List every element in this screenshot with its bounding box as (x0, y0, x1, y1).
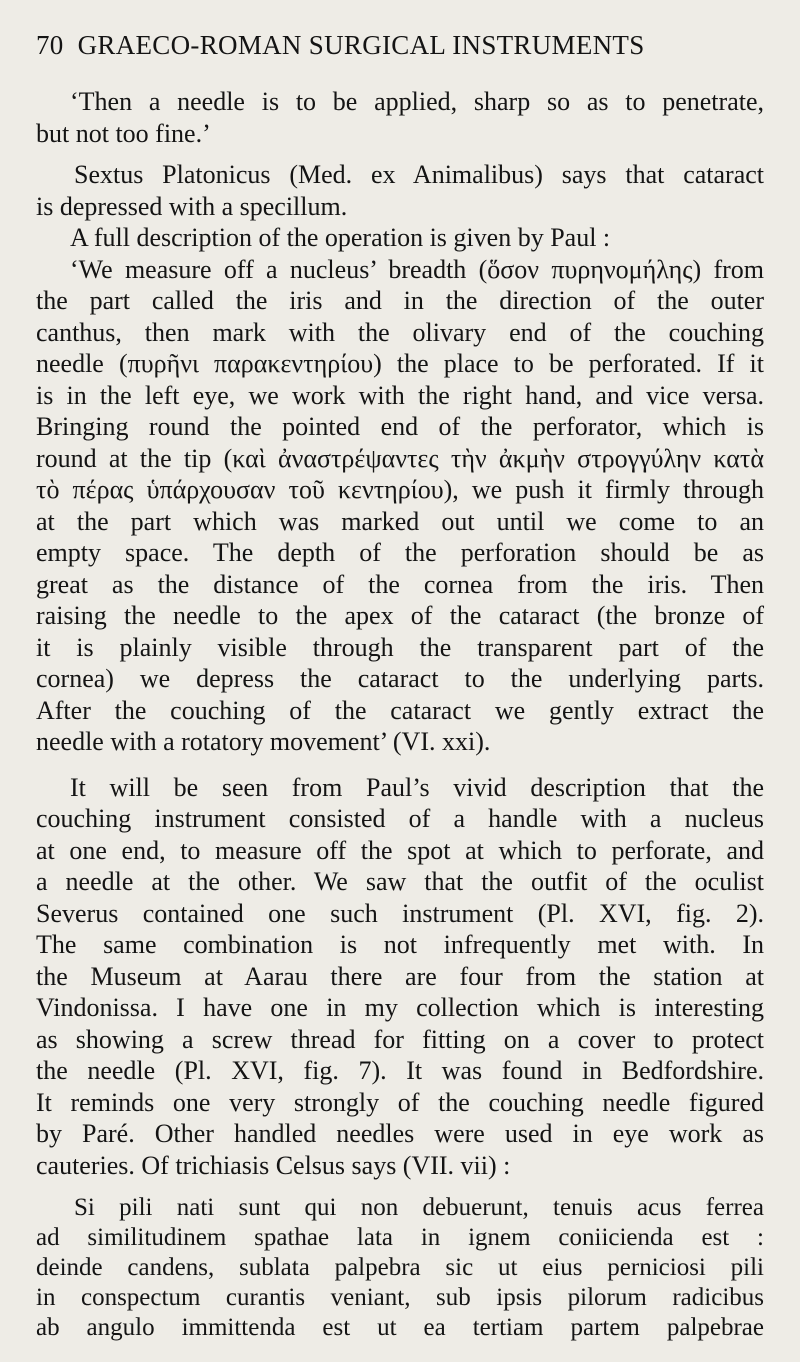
quote-line: deinde candens, sublata palpebra sic ut eius perniciosi pili (36, 1254, 764, 1281)
running-title: GRAECO-ROMAN SURGICAL INSTRUMENTS (77, 30, 645, 60)
text-line: Severus contained one such instrument (Pl. XVI, fig. 2). (36, 898, 764, 928)
text-line: ‘We measure off a nucleus’ breadth (ὅσον πυρηνομήλης) from (70, 254, 764, 284)
text-line: it is plainly visible through the transparent part of the (36, 632, 764, 662)
text-line: is in the left eye, we work with the right hand, and vice versa. (36, 380, 764, 410)
quote-line: Si pili nati sunt qui non debuerunt, tenuis acus ferrea (74, 1194, 764, 1221)
quote-line: ad similitudinem spathae lata in ignem coniicienda est : (36, 1224, 764, 1251)
text-line: empty space. The depth of the perforation should be as (36, 538, 764, 567)
text-line: needle with a rotatory movement’ (VI. xxi). (36, 727, 491, 756)
text-line: needle (πυρῆνι παρακεντηρίου) the place to be perforated. If it (36, 349, 764, 378)
text-line: After the couching of the cataract we gently extract the (36, 695, 764, 725)
text-line: by Paré. Other handled needles were used in eye work as (36, 1119, 764, 1148)
text-line: the needle (Pl. XVI, fig. 7). It was found in Bedfordshire. (36, 1056, 764, 1085)
text-line: at the part which was marked out until we come to an (36, 506, 764, 536)
text-line: Bringing round the pointed end of the perforator, which is (36, 412, 764, 441)
text-line: The same combination is not infrequently met with. In (36, 930, 764, 959)
text-line: at one end, to measure off the spot at which to perforate, and (36, 835, 764, 865)
text-line: the part called the iris and in the direction of the outer (36, 286, 764, 315)
text-line: cauteries. Of trichiasis Celsus says (VII. vii) : (36, 1150, 511, 1180)
quote-line: ab angulo immittenda est ut ea tertiam partem palpebrae (36, 1314, 764, 1341)
text-line: as showing a screw thread for fitting on a cover to protect (36, 1024, 764, 1054)
text-line: ‘Then a needle is to be applied, sharp so as to penetrate, (70, 87, 764, 116)
text-line: A full description of the operation is given by Paul : (70, 223, 611, 252)
text-line: cornea) we depress the cataract to the underlying parts. (36, 664, 764, 693)
page-body (36, 86, 764, 1343)
quote-line: in conspectum curantis veniant, sub ipsis pilorum radicibus (36, 1284, 764, 1311)
text-line: raising the needle to the apex of the cataract (the bronze of (36, 601, 764, 630)
text-line: is depressed with a specillum. (36, 191, 348, 221)
page-number: 70 (36, 30, 64, 60)
text-line: the Museum at Aarau there are four from the station at (36, 961, 764, 991)
text-line: great as the distance of the cornea from the iris. Then (36, 569, 764, 599)
text-line: round at the tip (καὶ ἀναστρέψαντες τὴν ἀκμὴν στρογγύλην κατὰ (36, 443, 764, 473)
text-line: τὸ πέρας ὑπάρχουσαν τοῦ κεντηρίου), we push it firmly through (36, 475, 764, 504)
text-line: a needle at the other. We saw that the outfit of the oculist (36, 867, 764, 896)
text-line: Vindonissa. I have one in my collection which is interesting (36, 993, 764, 1022)
text-line: but not too fine.’ (36, 118, 211, 148)
running-head (36, 30, 776, 61)
text-line: couching instrument consisted of a handle with a nucleus (36, 804, 764, 833)
text-line: It reminds one very strongly of the couching needle figured (36, 1087, 764, 1117)
text-line: It will be seen from Paul’s vivid description that the (70, 772, 764, 802)
text-line: canthus, then mark with the olivary end of the couching (36, 317, 764, 347)
text-line: Sextus Platonicus (Med. ex Animalibus) says that cataract (74, 160, 764, 189)
